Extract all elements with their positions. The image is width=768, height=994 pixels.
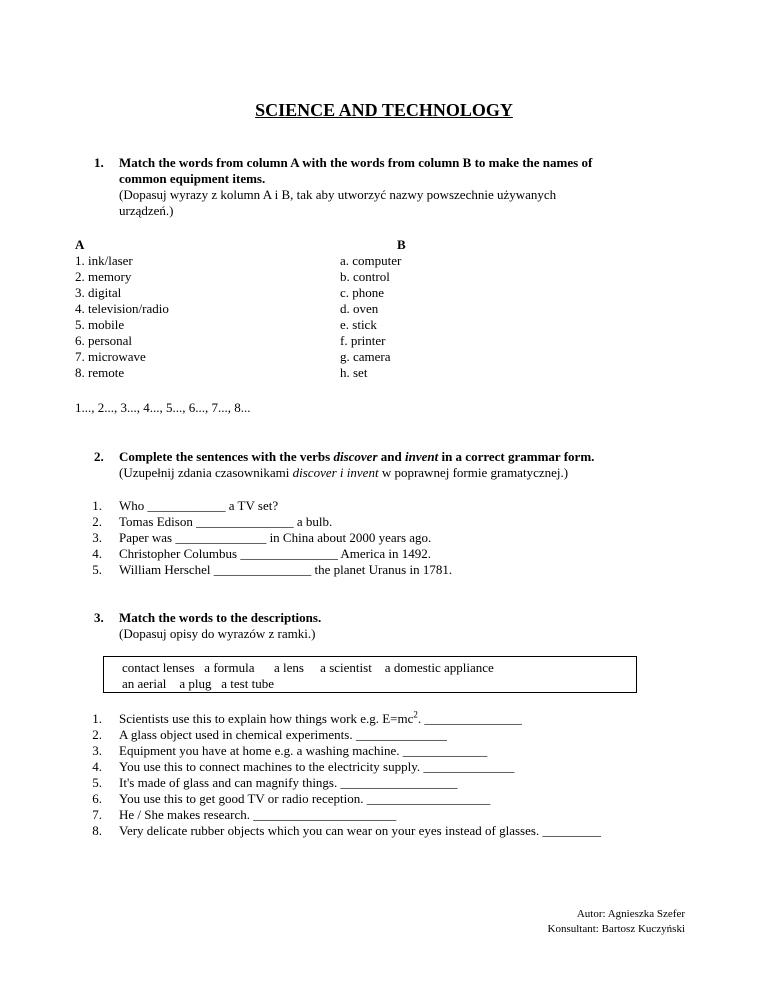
q2-instruction-block [119,449,739,481]
list-item: 8. remote [75,365,125,380]
list-item: 3. Equipment you have at home e.g. a washing machine. _____________ [92,743,488,758]
list-item: 2. A glass object used in chemical experiments. ______________ [92,727,447,742]
list-item: 4. You use this to connect machines to the electricity supply. ______________ [92,759,515,774]
q3-number: 3. [94,610,104,625]
list-item: 6. You use this to get good TV or radio reception. ___________________ [92,791,491,806]
q3-instruction: Match the words to the descriptions. [119,610,322,625]
list-item: 3. Paper was ______________ in China about 2000 years ago. [92,530,432,545]
consultant-credit: Konsultant: Bartosz Kuczyński [547,923,685,935]
list-item: 1. Who ____________ a TV set? [92,498,279,513]
list-item: 4. Christopher Columbus _______________ America in 1492. [92,546,431,561]
list-item: 5. William Herschel _______________ the planet Uranus in 1781. [92,562,453,577]
list-item: d. oven [340,301,379,316]
list-item: 4. television/radio [75,301,169,316]
q1-instruction-block [119,155,719,219]
list-item: 2. Tomas Edison _______________ a bulb. [92,514,333,529]
q1-instruction-line2: common equipment items. [119,171,266,186]
list-item: f. printer [340,333,386,348]
footer [548,907,685,937]
q2-sentence-list [82,498,452,578]
verb-invent: invent [404,449,439,464]
q3-item-list [82,711,601,839]
list-item: 3. digital [75,285,122,300]
verb-discover: discover [333,449,378,464]
q1-translation-line2: urządzeń.) [119,203,174,218]
q2-instruction: Complete the sentences with the verbs discover and invent in a correct grammar form. [119,449,595,464]
list-item: 8. Very delicate rubber objects which you can wear on your eyes instead of glasses. _________ [92,823,601,838]
list-item: a. computer [340,253,402,268]
q1-instruction: Match the words from column A with the words from column B to make the names of [119,155,593,170]
q1-translation: (Dopasuj wyrazy z kolumn A i B, tak aby utworzyć nazwy powszechnie używanych [119,187,557,202]
q3-translation: (Dopasuj opisy do wyrazów z ramki.) [119,626,316,641]
author-credit: Autor: Agnieszka Szefer [576,908,685,920]
list-item: 6. personal [75,333,133,348]
list-item: b. control [340,269,390,284]
column-b-list [340,253,401,381]
column-a-header: A [75,237,85,252]
list-item: 5. mobile [75,317,125,332]
word-box-line2: an aerial a plug a test tube [122,676,274,691]
list-item: c. phone [340,285,385,300]
list-item: 5. It's made of glass and can magnify things. __________________ [92,775,458,790]
list-item: e. stick [340,317,377,332]
list-item: 2. memory [75,269,132,284]
q3-instruction-block [119,610,719,642]
list-item: 7. microwave [75,349,146,364]
list-item: h. set [340,365,368,380]
list-item: 1. Scientists use this to explain how things work e.g. $E=mc^2$. _______________ [92,709,522,726]
q1-number: 1. [94,155,104,170]
column-a-list [75,253,169,381]
list-item: g. camera [340,349,391,364]
list-item: 7. He / She makes research. ______________________ [92,807,397,822]
q1-answer-line: 1..., 2..., 3..., 4..., 5..., 6..., 7..., 8... [75,400,251,415]
list-item: 1. ink/laser [75,253,133,268]
word-box [103,656,637,693]
q2-number: 2. [94,449,104,464]
column-b-header: B [397,237,406,252]
page-title: SCIENCE AND TECHNOLOGY [255,100,513,120]
q2-translation: (Uzupełnij zdania czasownikami discover i invent w poprawnej formie gramatycznej.) [119,465,569,480]
word-box-line1: contact lenses a formula a lens a scientist a domestic appliance [122,660,494,675]
